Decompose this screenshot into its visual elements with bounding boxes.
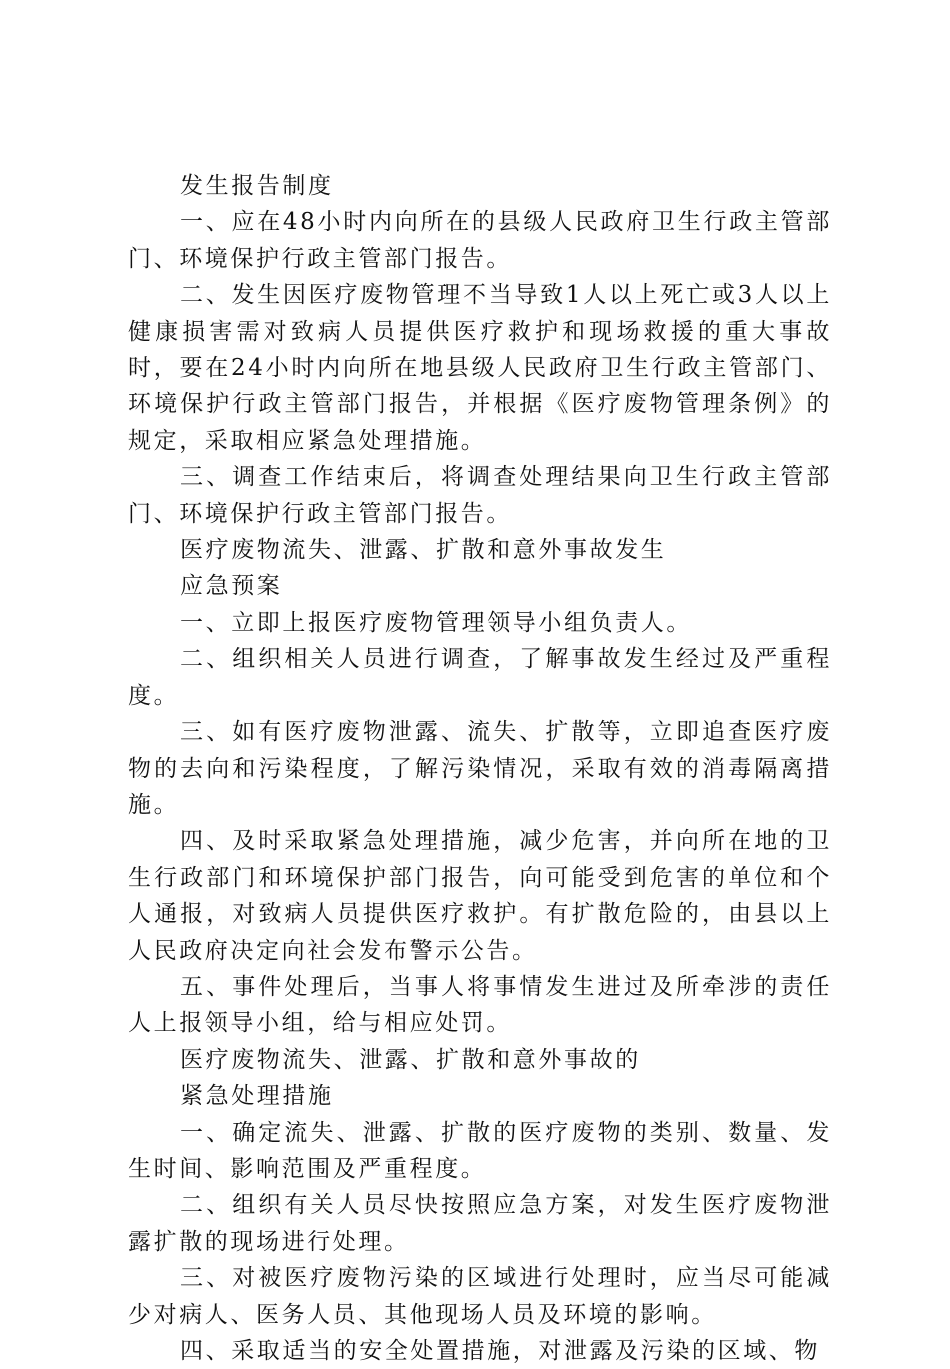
- document-body: [128, 168, 832, 1369]
- section-heading-emergency-plan-cont: 应急预案: [180, 573, 283, 600]
- paragraph: 二、组织有关人员尽快按照应急方案，对发生医疗废物泄露扩散的现场进行处理。: [128, 1192, 832, 1255]
- paragraph: 四、及时采取紧急处理措施，减少危害，并向所在地的卫生行政部门和环境保护部门报告，向可能受到危害的单位和个人通报，对致病人员提供医疗救护。有扩散危险的，由县以上人民政府决定向社会发布警示公告。: [128, 828, 832, 964]
- paragraph: 五、事件处理后，当事人将事情发生进过及所牵涉的责任人上报领导小组，给与相应处罚。: [128, 973, 832, 1037]
- section-heading-emergency-measures-cont: 紧急处理措施: [180, 1083, 334, 1110]
- paragraph: 一、应在48小时内向所在的县级人民政府卫生行政主管部门、环境保护行政主管部门报告。: [128, 209, 832, 272]
- section-heading-emergency-plan: 医疗废物流失、泄露、扩散和意外事故发生: [180, 537, 667, 564]
- paragraph: 三、对被医疗废物污染的区域进行处理时，应当尽可能减少对病人、医务人员、其他现场人员及环境的影响。: [128, 1265, 832, 1328]
- paragraph: 一、确定流失、泄露、扩散的医疗废物的类别、数量、发生时间、影响范围及严重程度。: [128, 1119, 832, 1182]
- section-heading-report-system: 发生报告制度: [180, 173, 334, 199]
- paragraph: 三、如有医疗废物泄露、流失、扩散等，立即追查医疗废物的去向和污染程度，了解污染情况，采取有效的消毒隔离措施。: [128, 719, 832, 818]
- paragraph: 二、组织相关人员进行调查，了解事故发生经过及严重程度。: [128, 646, 832, 709]
- paragraph: 二、发生因医疗废物管理不当导致1人以上死亡或3人以上健康损害需对致病人员提供医疗救护和现场救援的重大事故时，要在24小时内向所在地县级人民政府卫生行政主管部门、环境保护行政主管部门报告，并根据《医疗废物管理条例》的规定，采取相应紧急处理措施。: [128, 282, 832, 454]
- paragraph: 一、立即上报医疗废物管理领导小组负责人。: [180, 609, 692, 636]
- section-heading-emergency-measures: 医疗废物流失、泄露、扩散和意外事故的: [180, 1046, 641, 1073]
- paragraph: 四、采取适当的安全处置措施，对泄露及污染的区域、物: [180, 1338, 820, 1364]
- paragraph: 三、调查工作结束后，将调查处理结果向卫生行政主管部门、环境保护行政主管部门报告。: [128, 464, 832, 527]
